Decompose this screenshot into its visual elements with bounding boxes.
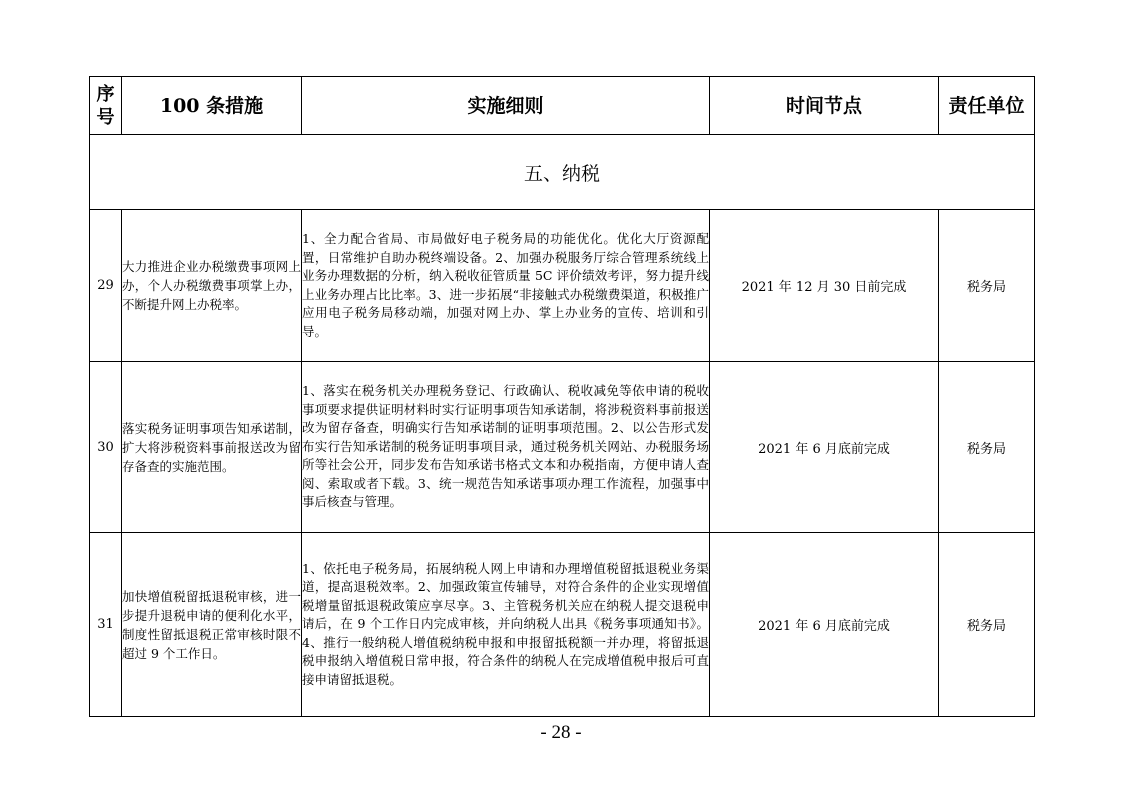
measures-table [89, 76, 1035, 717]
row-unit: 税务局 [939, 362, 1035, 533]
header-no: 序号 [90, 77, 122, 135]
row-number: 30 [90, 362, 122, 533]
row-unit: 税务局 [939, 210, 1035, 362]
row-detail: 1、全力配合省局、市局做好电子税务局的功能优化。优化大厅资源配置，日常维护自助办税终端设备。2、加强办税服务厅综合管理系统线上业务办理数据的分析，纳入税收征管质量 5C 评价绩效考评，努力提升线上业务办理占比比率。3、进一步拓展“非接触式办税缴费渠道，积极推广应用电子税务局移动端，加强对网上办、掌上办业务的宣传、培训和引导。 [302, 210, 710, 362]
row-time: 2021 年 6 月底前完成 [710, 362, 939, 533]
row-measure: 加快增值税留抵退税审核，进一步提升退税申请的便利化水平，制度性留抵退税正常审核时限不超过 9 个工作日。 [122, 533, 302, 717]
row-detail: 1、落实在税务机关办理税务登记、行政确认、税收减免等依申请的税收事项要求提供证明材料时实行证明事项告知承诺制，将涉税资料事前报送改为留存备查，明确实行告知承诺制的证明事项范围。2、以公告形式发布实行告知承诺制的税务证明事项目录，通过税务机关网站、办税服务场所等社会公开，同步发布告知承诺书格式文本和办税指南，方便申请人查阅、索取或者下载。3、统一规范告知承诺事项办理工作流程，加强事中事后核查与管理。 [302, 362, 710, 533]
row-number: 29 [90, 210, 122, 362]
table-row [90, 362, 1035, 533]
row-measure: 落实税务证明事项告知承诺制，扩大将涉税资料事前报送改为留存备查的实施范围。 [122, 362, 302, 533]
page-number: - 28 - [540, 722, 582, 743]
section-title: 五、纳税 [90, 135, 1035, 210]
header-row [90, 77, 1035, 135]
header-details: 实施细则 [302, 77, 710, 135]
row-unit: 税务局 [939, 533, 1035, 717]
row-number: 31 [90, 533, 122, 717]
header-time: 时间节点 [710, 77, 939, 135]
row-time: 2021 年 12 月 30 日前完成 [710, 210, 939, 362]
header-measures: 100 条措施 [122, 77, 302, 135]
row-time: 2021 年 6 月底前完成 [710, 533, 939, 717]
header-unit: 责任单位 [939, 77, 1035, 135]
row-detail: 1、依托电子税务局，拓展纳税人网上申请和办理增值税留抵退税业务渠道，提高退税效率。2、加强政策宣传辅导，对符合条件的企业实现增值税增量留抵退税政策应享尽享。3、主管税务机关应在纳税人提交退税申请后，在 9 个工作日内完成审核，并向纳税人出具《税务事项通知书》。4、推行一般纳税人增值税纳税申报和申报留抵税额一并办理，将留抵退税申报纳入增值税日常申报，符合条件的纳税人在完成增值税申报后可直接申请留抵退税。 [302, 533, 710, 717]
table-row [90, 210, 1035, 362]
section-row [90, 135, 1035, 210]
row-measure: 大力推进企业办税缴费事项网上办，个人办税缴费事项掌上办，不断提升网上办税率。 [122, 210, 302, 362]
table-row [90, 533, 1035, 717]
